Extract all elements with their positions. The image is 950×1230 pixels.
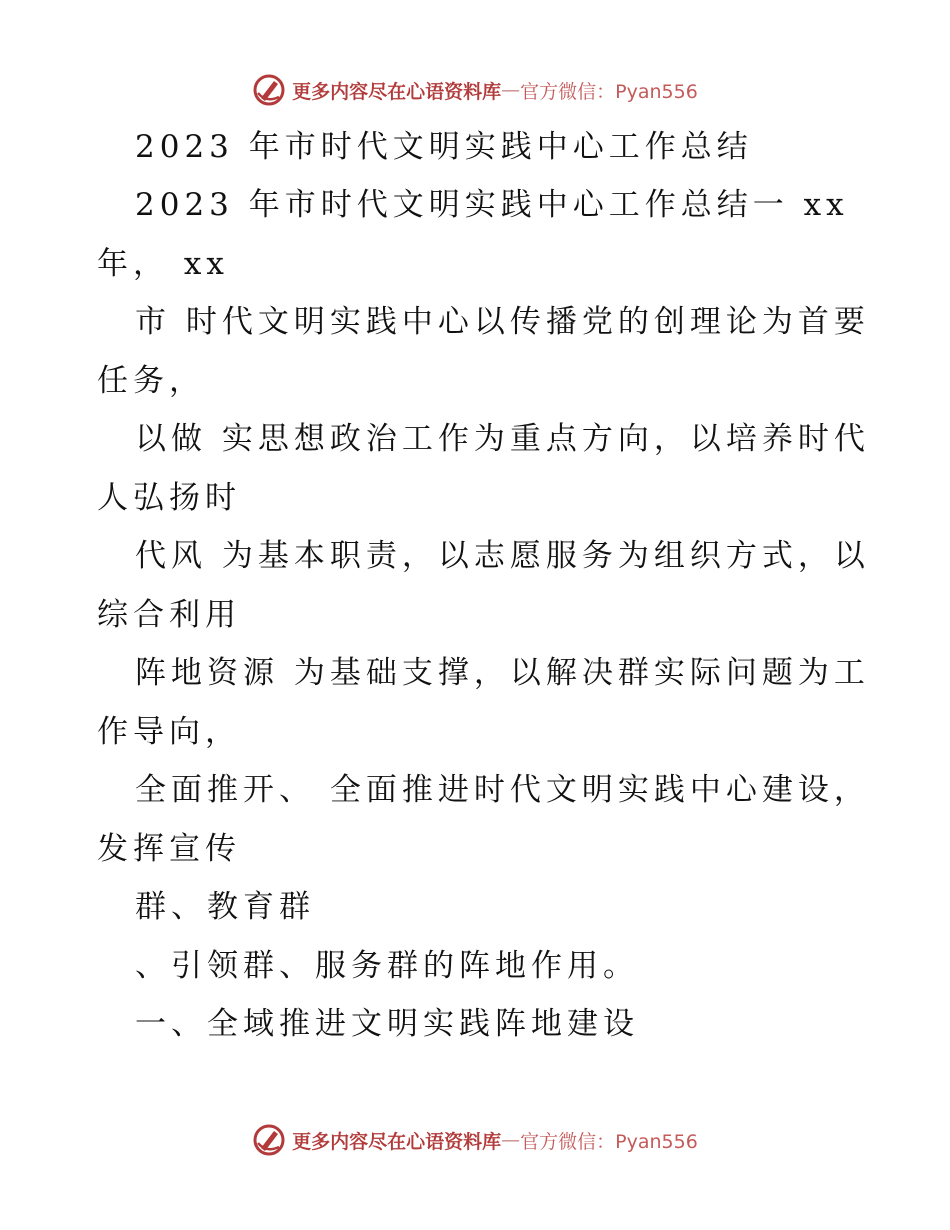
section-heading: 一、全域推进文明实践阵地建设 <box>135 1006 639 1042</box>
text-line: 人弘扬时 <box>97 480 241 516</box>
watermark-separator: — <box>501 79 521 101</box>
text-line: 作导向， <box>97 714 241 750</box>
watermark-main-text: 更多内容尽在心语资料库 <box>292 1130 502 1153</box>
text-line: 阵地资源 为基础支撑，以解决群实际问题为工 <box>135 655 870 691</box>
document-title: 2023 年市时代文明实践中心工作总结 <box>135 129 753 165</box>
text-line: 代风 为基本职责，以志愿服务为组织方式，以 <box>135 538 870 574</box>
header-watermark <box>0 70 950 110</box>
text-line: 发挥宣传 <box>97 831 241 867</box>
text-line: 、引领群、服务群的阵地作用。 <box>135 948 639 984</box>
text-line: 年， xx <box>97 246 229 282</box>
text-line: 任务， <box>97 363 205 399</box>
watermark-separator: — <box>501 1129 521 1151</box>
pen-circle-icon <box>252 1123 286 1157</box>
watermark-main-text: 更多内容尽在心语资料库 <box>292 80 502 103</box>
watermark-wechat-text: 官方微信：Pyan556 <box>520 80 698 103</box>
text-line: 市 时代文明实践中心以传播党的创理论为首要 <box>135 304 870 340</box>
watermark-wechat-text: 官方微信：Pyan556 <box>520 1130 698 1153</box>
pen-circle-icon <box>252 73 286 107</box>
text-line: 群、教育群 <box>135 889 315 925</box>
text-line: 2023 年市时代文明实践中心工作总结一 xx <box>135 187 849 223</box>
text-line: 全面推开、 全面推进时代文明实践中心建设， <box>135 772 870 808</box>
footer-watermark <box>0 1120 950 1160</box>
text-line: 以做 实思想政治工作为重点方向，以培养时代 <box>135 421 870 457</box>
text-line: 综合利用 <box>97 597 241 633</box>
